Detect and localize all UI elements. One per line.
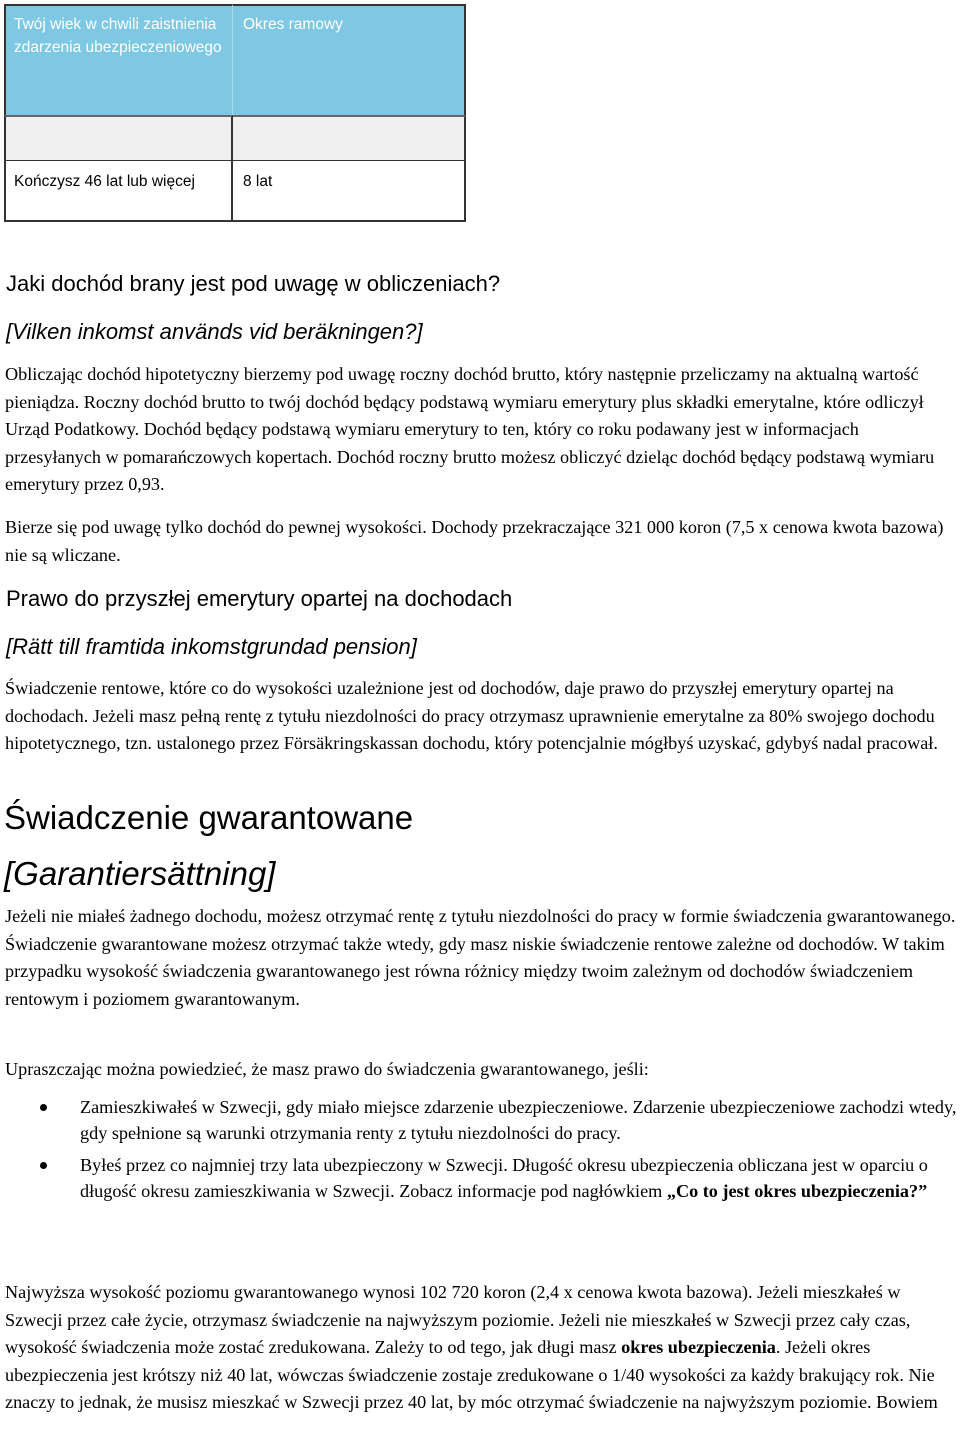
section-heading-guarantee-sv: [Garantiersättning]: [4, 855, 276, 892]
section-heading-income: Jaki dochód brany jest pod uwagę w obliczeniach?: [6, 271, 501, 296]
table-blank-cell: [233, 115, 466, 160]
paragraph-pension-right: Świadczenie rentowe, które co do wysokości uzależnione jest od dochodów, daje prawo do przyszłej emerytury opartej na dochodach. Jeżeli masz pełną rentę z tytułu niezdolności do pracy otrzymasz uprawnienie emerytalne za 80% swojego dochodu hipotetycznego, tzn. ustalonego przez Försäkringskassan dochodu, który potencjalnie mógłbyś uzyskać, gdybyś nadal pracował.: [5, 678, 938, 754]
paragraph-guarantee-conditions: Upraszczając można powiedzieć, że masz prawo do świadczenia gwarantowanego, jeśli:: [5, 1059, 649, 1079]
insurance-period-term: okres ubezpieczenia: [621, 1337, 776, 1358]
paragraph-text: Najwyższa wysokość poziomu gwarantowanego wynosi 102 720 koron (2,4 x cenowa kwota bazowa). Jeżeli mieszkałeś w Szwecji przez całe życie, otrzymasz świadczenie na najwyższym poziomie. Jeżeli nie mieszkałeś w Szwecji przez cały czas, wysokość świadczenia może zostać zredukowana. Zależy to od tego, jak długi masz: [5, 1282, 911, 1358]
list-item: [0, 1152, 958, 1204]
section-heading-income-sv: [Vilken inkomst används vid beräkningen?]: [6, 319, 423, 344]
paragraph-guarantee-intro: Jeżeli nie miałeś żadnego dochodu, możesz otrzymać rentę z tytułu niezdolności do pracy w formie świadczenia gwarantowanego. Świadczenie gwarantowane możesz otrzymać także wtedy, gdy masz niskie świadczenie rentowe zależne od dochodów. W takim przypadku wysokość świadczenia gwarantowanego jest równa różnicy między twoim zależnym od dochodów świadczeniem rentowym i poziomem gwarantowanym.: [5, 906, 956, 1009]
table-cell-age-value: Kończysz 46 lat lub więcej: [4, 160, 233, 222]
list-item-text: Byłeś przez co najmniej trzy lata ubezpieczony w Szwecji. Długość okresu ubezpieczenia obliczana jest w oparciu o długość okresu zamieszkiwania w Szwecji. Zobacz informacje pod nagłówkiem: [80, 1155, 928, 1201]
frame-period-table: [4, 4, 466, 222]
bullet-icon: [40, 1162, 47, 1169]
table-blank-cell: [4, 115, 233, 160]
conditions-list: [0, 1094, 958, 1210]
section-heading-pension-right-sv: [Rätt till framtida inkomstgrundad pension]: [6, 634, 417, 659]
paragraph-guarantee-level: [5, 1279, 957, 1417]
table-header-frame-period: Okres ramowy: [233, 4, 466, 115]
paragraph-income-limit: Bierze się pod uwagę tylko dochód do pewnej wysokości. Dochody przekraczające 321 000 koron (7,5 x cenowa kwota bazowa) nie są wliczane.: [5, 517, 944, 565]
table-header-age: Twój wiek w chwili zaistnienia zdarzenia ubezpieczeniowego: [4, 4, 233, 115]
paragraph-text: . Jeżeli okres ubezpieczenia jest krótszy niż 40 lat, wówczas świadczenie zostaje zredukowane o 1/40 wysokości za każdy brakujący rok. Nie znaczy to jednak, że musisz mieszkać w Szwecji przez 40 lat, by móc otrzymać świadczenie na najwyższym poziomie. Bowiem: [5, 1337, 938, 1413]
table-cell-period-value: 8 lat: [233, 160, 466, 222]
paragraph-income-calc: Obliczając dochód hipotetyczny bierzemy pod uwagę roczny dochód brutto, który następnie przeliczamy na aktualną wartość pieniądza. Roczny dochód brutto to twój dochód będący podstawą wymiaru emerytury plus składki emerytalne, które odliczył Urząd Podatkowy. Dochód będący podstawą wymiaru emerytury to ten, który co roku podawany jest w informacjach przesyłanych w pomarańczowych kopertach. Dochód roczny brutto możesz obliczyć dzieląc dochód będący podstawą wymiaru emerytury przez 0,93.: [5, 364, 935, 495]
insurance-period-reference: „Co to jest okres ubezpieczenia?”: [666, 1181, 928, 1201]
section-heading-guarantee: Świadczenie gwarantowane: [4, 799, 414, 836]
list-item-text: Zamieszkiwałeś w Szwecji, gdy miało miejsce zdarzenie ubezpieczeniowe. Zdarzenie ubezpieczeniowe zachodzi wtedy, gdy spełnione są warunki otrzymania renty z tytułu niezdolności do pracy.: [80, 1097, 957, 1143]
bullet-icon: [40, 1104, 47, 1111]
list-item: [0, 1094, 958, 1146]
section-heading-pension-right: Prawo do przyszłej emerytury opartej na dochodach: [6, 586, 513, 611]
